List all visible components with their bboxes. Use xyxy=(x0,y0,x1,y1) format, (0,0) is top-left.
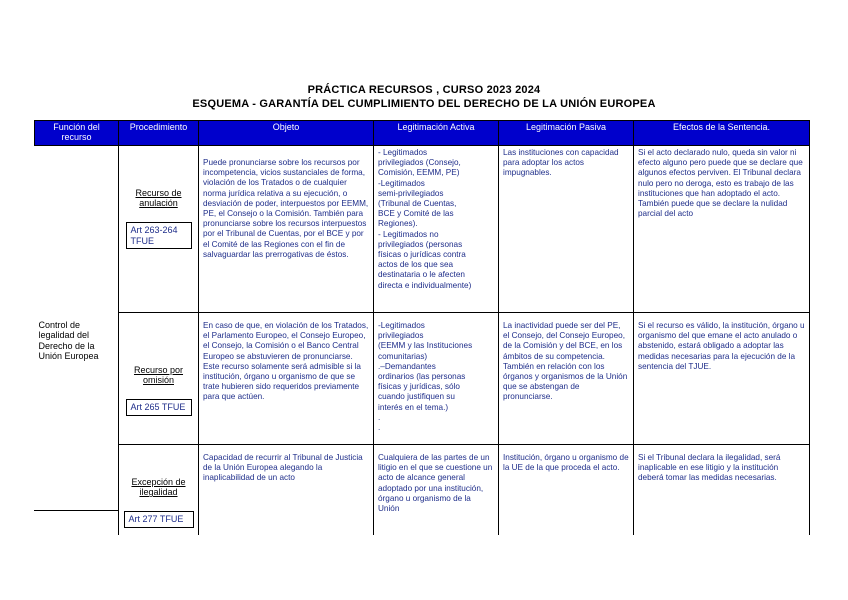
table-row xyxy=(35,445,810,536)
table-row xyxy=(35,313,810,445)
activa-cell: - Legitimados privilegiados (Consejo, Comisión, EEMM, PE) -Legitimados semi-privilegiados (Tribunal de Cuentas, BCE y Comité de las Regiones). - Legitimados no privilegiados (personas físicas o jurídicas contra actos de los que sea destinataria o le afecten directa e individualmente) xyxy=(374,146,499,313)
header-legitimacion-pasiva: Legitimación Pasiva xyxy=(499,121,634,146)
articulo-box: Art 263-264 TFUE xyxy=(126,222,192,248)
table-row xyxy=(35,146,810,313)
efectos-cell: Si el Tribunal declara la ilegalidad, será inaplicable en ese litigio y la institución deberá tomar las medidas necesarias. xyxy=(634,445,810,536)
efectos-cell: Si el acto declarado nulo, queda sin valor ni efecto alguno pero puede que se declare que algunos efectos perviven. El Tribunal declara nulo pero no deroga, esto es trabajo de las instituciones que han adoptado el acto. También puede que se declare la nulidad parcial del acto xyxy=(634,146,810,313)
objeto-cell: Puede pronunciarse sobre los recursos por incompetencia, vicios sustanciales de forma, violación de los Tratados o de cualquier norma jurídica relativa a su ejecución, o desviación de poder, interpuestos por EEMM, PE, el Consejo o la Comisión. También para pronunciarse sobre los recursos interpuestos por el Tribunal de Cuentas, por el BCE y por el Comité de las Regiones con el fin de salvaguardar las prerrogativas de éstos. xyxy=(199,146,374,313)
procedimiento-name: Excepción de ilegalidad xyxy=(131,477,186,498)
procedimiento-cell xyxy=(119,146,199,313)
header-legitimacion-activa: Legitimación Activa xyxy=(374,121,499,146)
activa-cell: -Legitimados privilegiados (EEMM y las Instituciones comunitarias) .–Demandantes ordinarios (las personas físicas y jurídicas, sólo cuando justifiquen su interés en el tema.) . . xyxy=(374,313,499,445)
funcion-cell: Control de legalidad del Derecho de la Unión Europea xyxy=(38,319,99,361)
table-header-row xyxy=(35,121,810,146)
procedimiento-name: Recurso de anulación xyxy=(135,188,182,209)
header-efectos: Efectos de la Sentencia. xyxy=(634,121,810,146)
document-title: PRÁCTICA RECURSOS , CURSO 2023 2024 xyxy=(307,84,541,96)
pasiva-cell: Las instituciones con capacidad para adoptar los actos impugnables. xyxy=(499,146,634,313)
header-objeto: Objeto xyxy=(199,121,374,146)
header-funcion: Función del recurso xyxy=(35,121,119,146)
articulo-box: Art 265 TFUE xyxy=(126,399,192,415)
activa-cell: Cualquiera de las partes de un litigio en el que se cuestione un acto de alcance general adoptado por una institución, órgano u organismo de la Unión xyxy=(374,445,499,536)
divider xyxy=(34,510,118,511)
articulo-box: Art 277 TFUE xyxy=(124,511,194,527)
procedimiento-cell xyxy=(119,313,199,445)
pasiva-cell: Institución, órgano u organismo de la UE de la que proceda el acto. xyxy=(499,445,634,536)
procedimiento-cell xyxy=(119,445,199,536)
recursos-table xyxy=(34,120,810,535)
objeto-cell: En caso de que, en violación de los Tratados, el Parlamento Europeo, el Consejo Europeo, el Consejo, la Comisión o el Banco Central Europeo se abstuvieren de pronunciarse. Este recurso solamente será admisible si la institución, órgano u organismo de que se trate hubieren sido requeridos previamente para que actúen. xyxy=(199,313,374,445)
document-subtitle: ESQUEMA - GARANTÍA DEL CUMPLIMIENTO DEL DERECHO DE LA UNIÓN EUROPEA xyxy=(192,98,656,110)
header-procedimiento: Procedimiento xyxy=(119,121,199,146)
objeto-cell: Capacidad de recurrir al Tribunal de Justicia de la Unión Europea alegando la inaplicabilidad de un acto xyxy=(199,445,374,536)
efectos-cell: Si el recurso es válido, la institución, órgano u organismo del que emane el acto anulado o abstenido, estará obligado a adoptar las medidas necesarias para la ejecución de la sentencia del TJUE. xyxy=(634,313,810,445)
pasiva-cell: La inactividad puede ser del PE, el Consejo, del Consejo Europeo, de la Comisión y del BCE, en los ámbitos de su competencia. También en relación con los órganos y organismos de la Unión que se abstengan de pronunciarse. xyxy=(499,313,634,445)
procedimiento-name: Recurso por omisión xyxy=(133,365,184,386)
